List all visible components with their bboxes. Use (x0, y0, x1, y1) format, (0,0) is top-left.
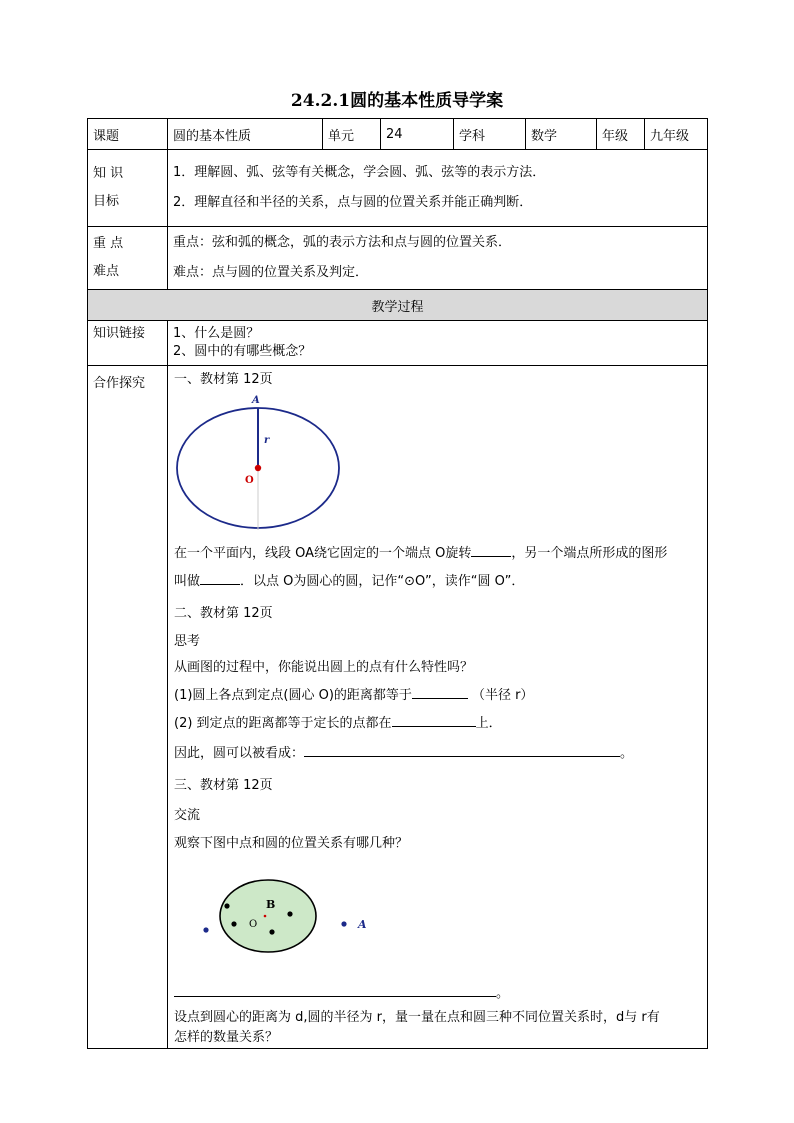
section-2-title: 二、教材第 12页 (174, 606, 273, 621)
explore-label: 合作探究 (88, 366, 168, 1049)
process-title: 教学过程 (88, 290, 708, 321)
process-title-row (88, 290, 708, 321)
objectives-content (168, 150, 708, 227)
final-question-line-2: 怎样的数量关系？ (174, 1030, 279, 1045)
s1-line1-text-a: 在一个平面内，线段 OA绕它固定的一个端点 O旋转 (174, 546, 472, 561)
blank-end-mark: 。 (496, 986, 510, 1001)
circle-radius-figure (172, 390, 342, 534)
blank-rotate (471, 544, 511, 557)
explore-content (168, 366, 708, 1049)
green-circle (220, 880, 316, 952)
section-1-line-1 (174, 542, 667, 561)
a2-text-b: 上． (475, 716, 502, 731)
blank-on-circle (392, 714, 476, 727)
unit-label: 单元 (323, 119, 381, 150)
knowledge-link-q1: 1、什么是圆？ (173, 326, 260, 341)
subject-value: 数学 (526, 119, 597, 150)
key-points-row (88, 227, 708, 290)
key-points-label-line-1: 重 点 (93, 236, 124, 251)
objectives-label-line-1: 知 识 (93, 166, 124, 181)
label-b: B (266, 898, 276, 911)
a1-text-b: （半径 r） (471, 688, 534, 703)
answer-blank-line (174, 982, 509, 1001)
knowledge-link-q2: 2、圆中的有哪些概念？ (173, 344, 312, 359)
difficult-point-text: 难点：点与圆的位置关系及判定． (173, 265, 369, 280)
answer-line-3 (174, 742, 633, 761)
point-circle-position-figure (194, 876, 384, 960)
point-a-outside (341, 921, 346, 926)
s1-line2-text-a: 叫做 (174, 574, 201, 589)
point-inside-2 (231, 921, 236, 926)
blank-relation-types (174, 984, 496, 997)
point-outside-left (203, 927, 208, 932)
label-o-small: O (249, 919, 258, 930)
question-drawing-process: 从画图的过程中，你能说出圆上的点有什么特性吗？ (174, 660, 474, 675)
knowledge-link-row (88, 321, 708, 366)
objectives-label-line-2: 目标 (93, 194, 120, 209)
point-inside-3 (287, 911, 292, 916)
blank-circle-definition (304, 744, 620, 757)
lesson-plan-table (87, 118, 708, 1049)
label-o: O (245, 475, 254, 486)
section-1-line-2 (174, 570, 524, 589)
section-1-title: 一、教材第 12页 (174, 372, 273, 387)
final-question-line-1: 设点到圆心的距离为 d,圆的半径为 r，量一量在点和圆三种不同位置关系时，d与 r有 (174, 1010, 660, 1025)
objective-item-2: 2．理解直径和半径的关系，点与圆的位置关系并能正确判断． (173, 195, 533, 210)
a3-text-a: 因此，圆可以被看成： (174, 746, 305, 761)
label-r: r (264, 435, 270, 446)
explore-row (88, 366, 708, 1049)
label-a-outside: A (358, 918, 367, 931)
label-a: A (252, 395, 260, 406)
question-observe: 观察下图中点和圆的位置关系有哪几种？ (174, 836, 409, 851)
header-row (88, 119, 708, 150)
s1-line1-text-b: ，另一个端点所形成的图形 (511, 546, 668, 561)
unit-value: 24 (381, 119, 454, 150)
center-point (264, 915, 267, 918)
subject-label: 学科 (454, 119, 526, 150)
a3-text-b: 。 (620, 746, 634, 761)
point-inside-4 (269, 929, 274, 934)
key-point-text: 重点：弦和弧的概念，弧的表示方法和点与圆的位置关系． (173, 235, 512, 250)
key-points-label-line-2: 难点 (93, 264, 120, 279)
blank-called (200, 572, 240, 585)
objectives-label (88, 150, 168, 227)
exchange-label: 交流 (174, 808, 201, 823)
topic-label: 课题 (88, 119, 168, 150)
document-title: 24.2.1圆的基本性质导学案 (290, 91, 504, 111)
blank-equal-distance (412, 686, 468, 699)
point-inside-1 (224, 903, 229, 908)
s1-line2-text-b: ．以点 O为圆心的圆，记作“⊙O”，读作“圆 O”． (240, 574, 525, 589)
a2-text-a: (2) 到定点的距离都等于定长的点都在 (174, 716, 392, 731)
grade-label: 年级 (597, 119, 645, 150)
a1-text-a: (1)圆上各点到定点(圆心 O)的距离都等于 (174, 688, 412, 703)
topic-value: 圆的基本性质 (168, 119, 323, 150)
key-points-content (168, 227, 708, 290)
grade-value: 九年级 (645, 119, 708, 150)
center-point-o (255, 465, 261, 471)
answer-line-1 (174, 684, 533, 703)
objective-item-1: 1．理解圆、弧、弦等有关概念，学会圆、弧、弦等的表示方法． (173, 165, 546, 180)
objectives-row (88, 150, 708, 227)
key-points-label (88, 227, 168, 290)
knowledge-link-content (168, 321, 708, 366)
answer-line-2 (174, 712, 502, 731)
think-label: 思考 (174, 634, 201, 649)
knowledge-link-label: 知识链接 (88, 321, 168, 366)
section-3-title: 三、教材第 12页 (174, 778, 273, 793)
